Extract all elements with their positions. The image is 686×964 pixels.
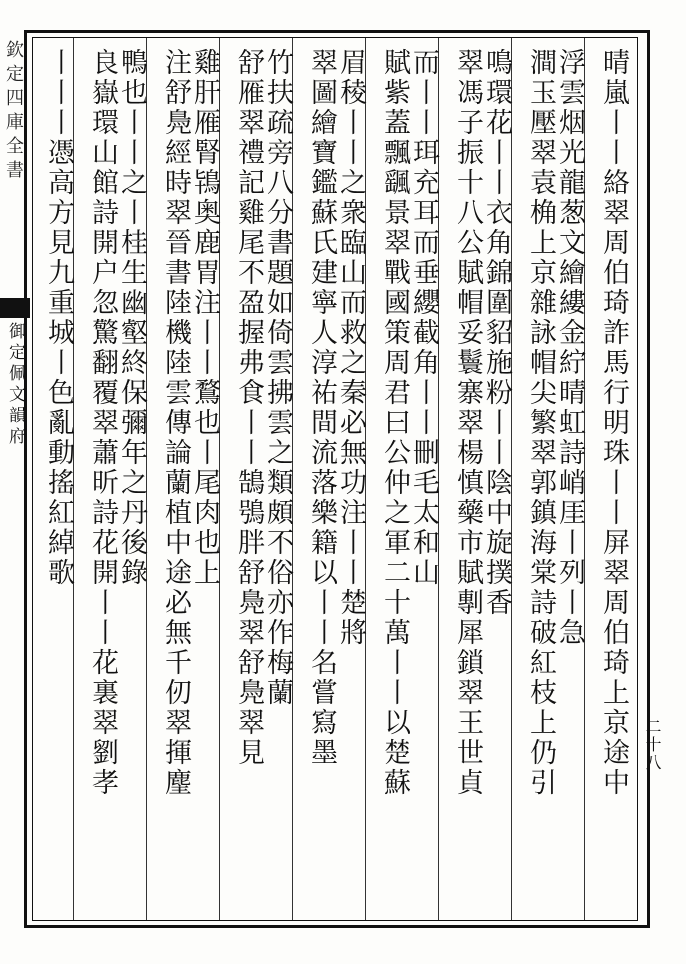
text-column: 翠圖繪寶鑑蘇氏建寧人淳祐間流落樂籍以丨丨名嘗寫墨 [306, 48, 337, 768]
text-column: 鳴環花丨丨衣角錦圍貂施粉丨丨陰中旋撲香 [481, 48, 512, 618]
text-column: 而丨丨珥充耳而垂纓截角丨丨刪毛太和山 [408, 48, 439, 588]
text-column: 鴨也丨丨之丨桂生幽壑終保彌年之丹後錄 [116, 48, 147, 588]
text-column: 丨丨丨憑高方見九重城丨色亂動搖紅綽歌 [43, 48, 74, 588]
book-title: 御定佩文韻府 [5, 322, 25, 448]
text-column: 良嶽環山館詩開户忽驚翻覆翠蕭昕詩花開丨丨花裏翠劉孝 [87, 48, 118, 798]
text-column: 雞肝雁腎鴇奥鹿胃注丨丨鶩也丨尾肉也上 [189, 48, 220, 588]
fishtail-mark [0, 298, 30, 318]
margin-note: 欽定四庫全書 [3, 40, 24, 184]
text-column: 澗玉壓翠袁桷上京雜詠帽尖繁翠郭鎮海棠詩破紅枝上仍引 [525, 48, 556, 798]
text-column: 舒雁翠禮記雞尾不盈握弗食丨丨鵠鴞胖舒鳧翠舒鳧翠見 [233, 48, 264, 768]
page-number: 二十八 [643, 718, 662, 772]
text-column: 翠馮子振十八公賦帽妥鬟寨翠楊慎藥市賦剸犀鎖翠王世貞 [452, 48, 483, 798]
text-column: 晴嵐丨丨絡翠周伯琦詐馬行明珠丨丨屏翠周伯琦上京途中 [598, 48, 629, 798]
text-column: 注舒鳧經時翠晉書陸機陸雲傳論蘭植中途必無千仞翠揮麈 [160, 48, 191, 798]
text-column: 眉稜丨丨之衆臨山而救之秦必無功注丨丨楚將 [335, 48, 366, 648]
text-column: 浮雲烟光龍葱文繪縷金紵晴虹詩峭厓丨列丨急 [554, 48, 585, 648]
text-column: 竹扶疏旁八分書題如倚雲拂雲之類頗不俗亦作梅蘭 [262, 48, 293, 708]
text-column: 賦紫蓋飄颻景翠戰國策周君曰公仲之軍二十萬丨丨以楚蘇 [379, 48, 410, 798]
